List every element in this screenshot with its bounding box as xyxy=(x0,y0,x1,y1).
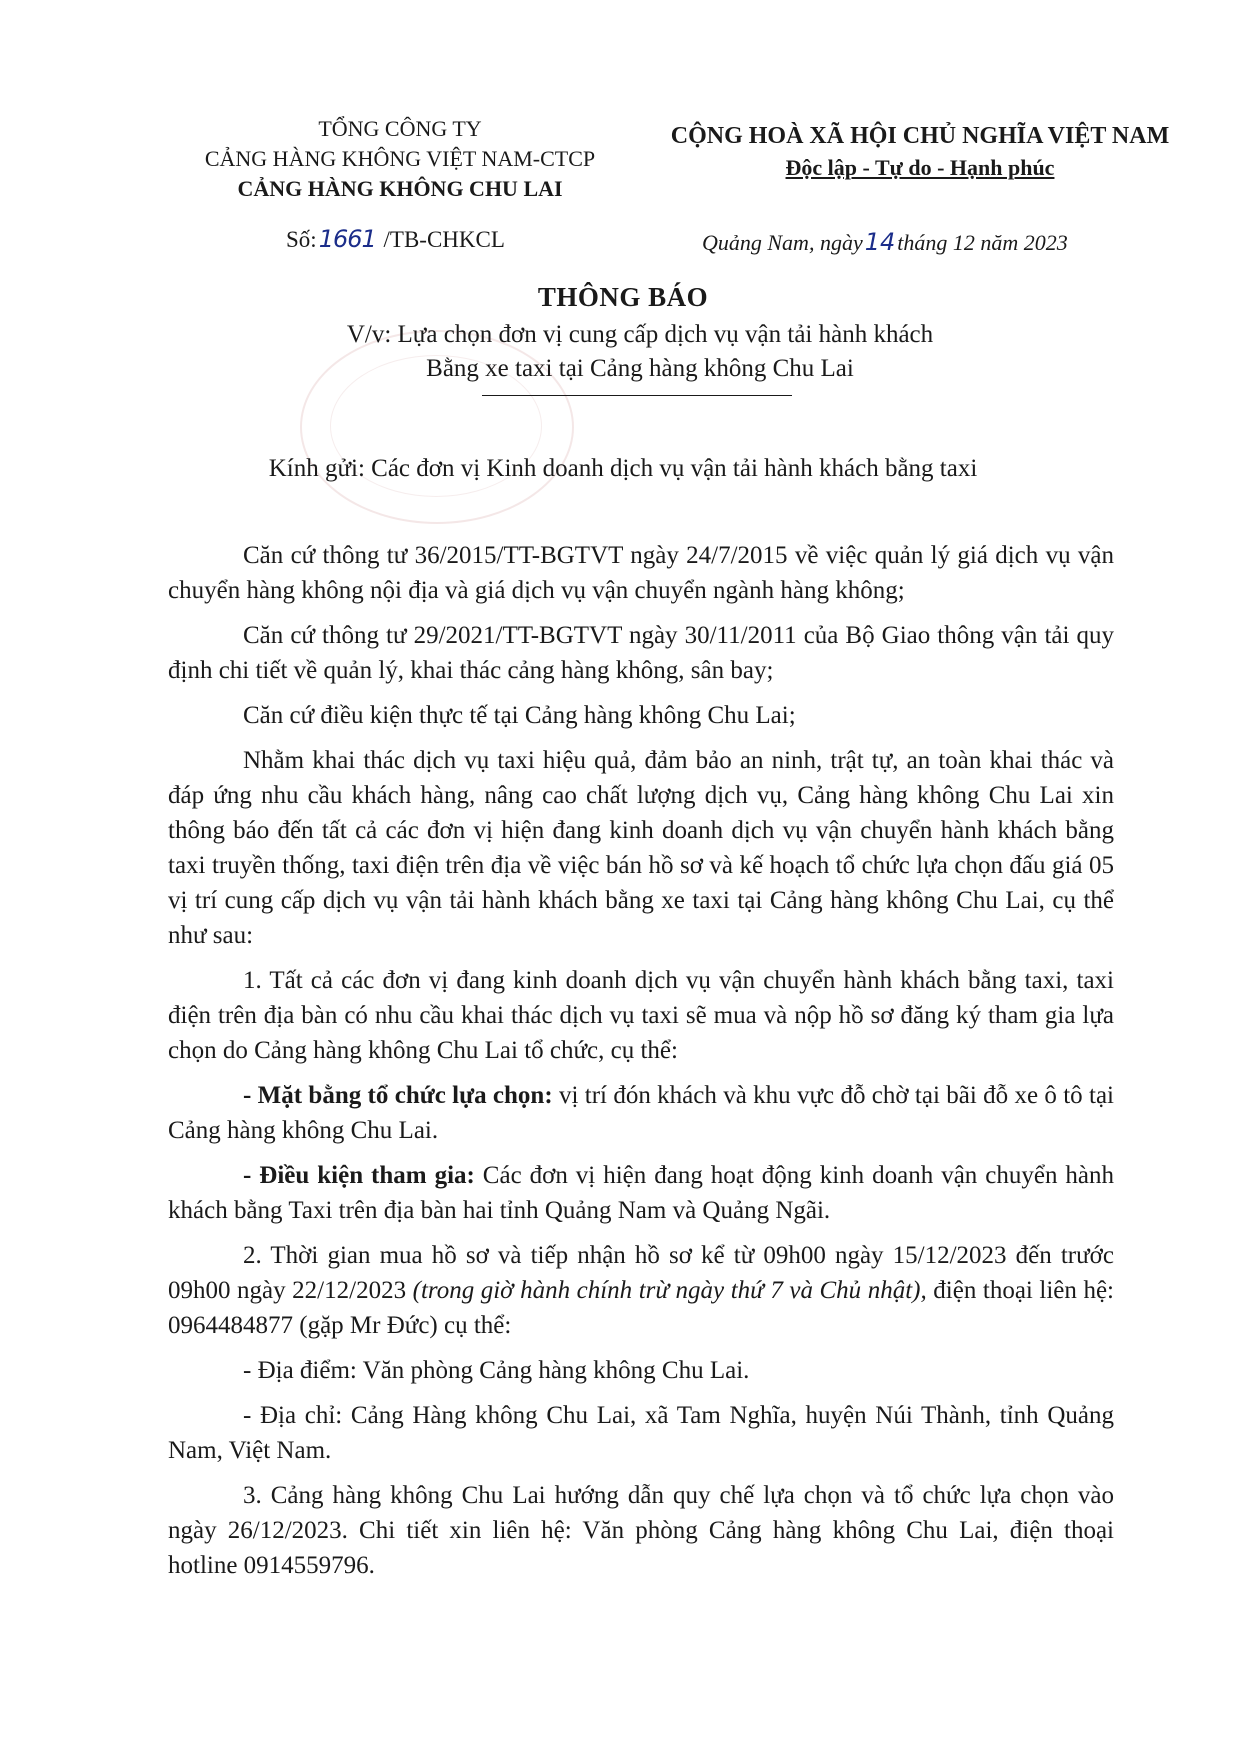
subject-divider xyxy=(482,395,792,396)
subject-line-1: V/v: Lựa chọn đơn vị cung cấp dịch vụ vận tải hành khách xyxy=(346,321,934,348)
location-plan-label: - Mặt bằng tổ chức lựa chọn: xyxy=(243,1082,553,1109)
paragraph-eligibility xyxy=(168,1158,1114,1228)
paragraph-item-2 xyxy=(168,1238,1114,1343)
doc-no-handwritten: 1661 xyxy=(318,225,376,253)
paragraph-item-3: 3. Cảng hàng không Chu Lai hướng dẫn quy chế lựa chọn và tổ chức lựa chọn vào ngày 26/12/2023. Chi tiết xin liên hệ: Văn phòng Cảng hàng không Chu Lai, điện thoại hotline 0914559796. xyxy=(168,1482,1114,1579)
org-line-3: CẢNG HÀNG KHÔNG CHU LAI xyxy=(237,176,563,201)
issuing-organization xyxy=(165,114,635,204)
doc-no-suffix: /TB-CHKCL xyxy=(377,227,505,252)
document-title: THÔNG BÁO xyxy=(537,282,709,312)
org-line-2: CẢNG HÀNG KHÔNG VIỆT NAM-CTCP xyxy=(204,146,596,171)
doc-no-prefix: Số: xyxy=(286,227,317,252)
subject-line-2: Bằng xe taxi tại Cảng hàng không Chu Lai xyxy=(426,355,854,382)
org-line-1: TỔNG CÔNG TY xyxy=(318,116,482,141)
national-motto: Độc lập - Tự do - Hạnh phúc xyxy=(785,155,1055,180)
paragraph-address: - Địa chỉ: Cảng Hàng không Chu Lai, xã Tam Nghĩa, huyện Núi Thành, tỉnh Quảng Nam, Việt Nam. xyxy=(168,1402,1114,1464)
eligibility-text: Các đơn vị hiện đang hoạt động kinh doanh vận chuyển hành khách bằng Taxi trên địa bàn hai tỉnh Quảng Nam và Quảng Ngãi. xyxy=(168,1162,1115,1224)
paragraph-location-plan xyxy=(168,1078,1114,1148)
item-2-italic: (trong giờ hành chính trừ ngày thứ 7 và Chủ nhật), xyxy=(412,1277,927,1304)
document-subject xyxy=(250,318,1030,386)
paragraph-purpose: Nhằm khai thác dịch vụ taxi hiệu quả, đảm bảo an ninh, trật tự, an toàn khai thác và đáp ứng nhu cầu khách hàng, nâng cao chất lượng dịch vụ, Cảng hàng không Chu Lai xin thông báo đến tất cả các đơn vị hiện đang kinh doanh dịch vụ vận chuyển hành khách bằng taxi truyền thống, taxi điện trên địa về việc bán hồ sơ và kế hoạch tổ chức lựa chọn đấu giá 05 vị trí cung cấp dịch vụ vận tải hành khách bằng xe taxi tại Cảng hàng không Chu Lai, cụ thể như sau: xyxy=(168,747,1114,949)
date-day-handwritten: 14 xyxy=(864,228,896,256)
nation-title: CỘNG HOÀ XÃ HỘI CHỦ NGHĨA VIỆT NAM xyxy=(670,123,1170,149)
national-header xyxy=(660,120,1180,184)
paragraph-legal-basis-2: Căn cứ thông tư 29/2021/TT-BGTVT ngày 30/11/2011 của Bộ Giao thông vận tải quy định chi tiết về quản lý, khai thác cảng hàng không, sân bay; xyxy=(168,622,1114,684)
greeting: Kính gửi: Các đơn vị Kinh doanh dịch vụ vận tải hành khách bằng taxi xyxy=(268,455,978,482)
paragraph-item-1: 1. Tất cả các đơn vị đang kinh doanh dịch vụ vận chuyển hành khách bằng taxi, taxi điện trên địa bàn có nhu cầu khai thác dịch vụ taxi sẽ mua và nộp hồ sơ đăng ký tham gia lựa chọn do Cảng hàng không Chu Lai tổ chức, cụ thể: xyxy=(168,967,1114,1064)
date-suffix: tháng 12 năm 2023 xyxy=(897,230,1068,255)
document-body xyxy=(168,538,1114,1585)
paragraph-legal-basis-1: Căn cứ thông tư 36/2015/TT-BGTVT ngày 24/7/2015 về việc quản lý giá dịch vụ vận chuyển hàng không nội địa và giá dịch vụ vận chuyển ngành hàng không; xyxy=(168,542,1114,604)
item-2-text-b: điện thoại liên hệ: 0964484877 (gặp Mr Đức) cụ thể: xyxy=(168,1277,1114,1339)
item-2-text-a: 2. Thời gian mua hồ sơ và tiếp nhận hồ sơ kể từ 09h00 ngày 15/12/2023 đến trước 09h00 ngày 22/12/2023 xyxy=(168,1242,1114,1304)
document-date xyxy=(702,228,1068,256)
eligibility-label: - Điều kiện tham gia: xyxy=(243,1162,475,1189)
date-prefix: Quảng Nam, ngày xyxy=(702,230,863,255)
paragraph-venue: - Địa điểm: Văn phòng Cảng hàng không Chu Lai. xyxy=(243,1357,750,1384)
location-plan-text: vị trí đón khách và khu vực đỗ chờ tại bãi đỗ xe ô tô tại Cảng hàng không Chu Lai. xyxy=(168,1082,1114,1144)
paragraph-legal-basis-3: Căn cứ điều kiện thực tế tại Cảng hàng không Chu Lai; xyxy=(243,702,796,729)
document-number xyxy=(286,225,505,253)
